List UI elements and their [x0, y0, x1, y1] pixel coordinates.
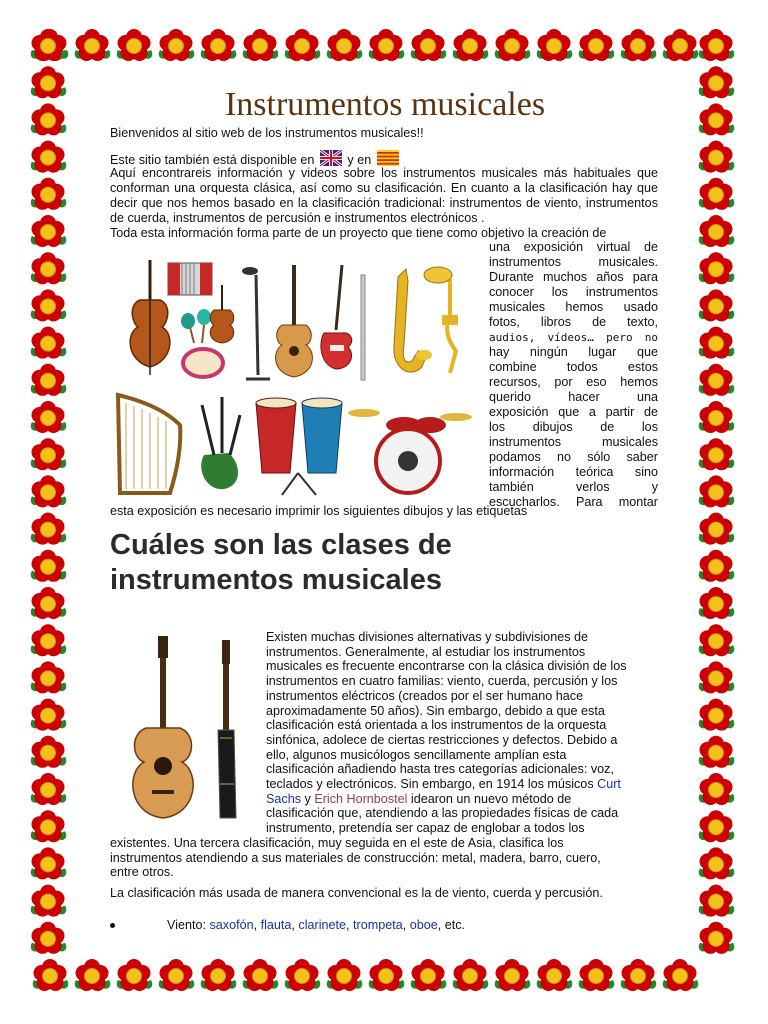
- classes-line: ello, algunos musicólogos sencillamente amplían esta: [266, 747, 567, 762]
- link-erich-hornbostel[interactable]: Erich Hornbostel: [314, 791, 408, 806]
- classes-line: Existen muchas divisiones alternativas y subdivisiones de: [266, 630, 589, 644]
- flower-icon: [699, 252, 735, 284]
- side-text-line: audios, vídeos… pero no: [489, 331, 658, 344]
- link-trompeta[interactable]: trompeta: [353, 918, 403, 932]
- flower-icon: [31, 364, 67, 396]
- flute-icon: [361, 275, 365, 380]
- flower-icon: [699, 773, 735, 805]
- microphone-icon: [242, 267, 270, 379]
- drum-kit-icon: [348, 409, 472, 493]
- flower-icon: [285, 29, 321, 61]
- flower-icon: [699, 661, 735, 693]
- after-links-text: idearon un nuevo método de: [407, 791, 572, 806]
- link-sachs[interactable]: Sachs: [266, 791, 302, 806]
- flower-icon: [699, 66, 735, 98]
- wide-line: existentes. Una tercera clasificación, muy seguida en el este de Asia, clasifica los: [110, 836, 564, 850]
- flower-icon: [31, 103, 67, 135]
- flower-icon: [699, 550, 735, 582]
- classes-line: [266, 792, 571, 807]
- side-text-line: hay ningún lugar que: [489, 345, 658, 359]
- flower-icon: [663, 29, 699, 61]
- bullet-end: , etc.: [437, 918, 466, 932]
- flower-icon: [699, 289, 735, 321]
- flower-icon: [699, 327, 735, 359]
- classical-guitar-icon: [133, 636, 193, 818]
- side-text-line: conocer los instrumentos: [489, 285, 658, 299]
- guitars-illustration: [122, 634, 252, 824]
- flower-icon: [699, 847, 735, 879]
- flower-icon: [31, 438, 67, 470]
- side-text-line: los dibujos de los: [489, 420, 658, 434]
- flower-icon: [699, 215, 735, 247]
- intro-paragraph: Aquí encontrareis información y videos sobre los instrumentos musicales más habituales que conforman una orquesta clásica, así como su clasificación. En cuanto a la clasificación hay que decir que nos hemos basado en la clasificación tradicional: instrumentos de viento, instrumentos de cuerda, instrumentos de percusión e instrumentos electrónicos .: [110, 166, 658, 225]
- flower-icon: [411, 29, 447, 61]
- classes-line: teclados y electrónicos. Sin embargo, en 1914 los músicos Curt: [266, 777, 621, 791]
- side-text-line: instrumentos musicales.: [489, 255, 658, 269]
- classes-line: sinfónica, adolece de ciertas restricciones y defectos. Debido a: [266, 732, 618, 747]
- side-text-line: instrumentos musicales: [489, 435, 658, 449]
- flower-icon: [159, 29, 195, 61]
- flower-icon: [31, 885, 67, 917]
- flower-icon: [117, 959, 153, 991]
- flower-icon: [537, 29, 573, 61]
- flower-icon: [621, 29, 657, 61]
- flower-icon: [663, 959, 699, 991]
- bullet-label: Viento:: [167, 918, 206, 932]
- comma: ,: [291, 918, 299, 932]
- flower-icon: [31, 773, 67, 805]
- uk-flag-icon[interactable]: [320, 150, 342, 166]
- flower-icon: [31, 29, 67, 61]
- comma: ,: [346, 918, 354, 932]
- flower-icon: [31, 289, 67, 321]
- bagpipes-icon: [201, 397, 240, 489]
- flower-icon: [33, 959, 69, 991]
- flower-icon: [159, 959, 195, 991]
- flower-icon: [243, 959, 279, 991]
- flower-icon: [285, 959, 321, 991]
- classes-paragraph-2: clasificación que, atendiendo a las propiedades físicas de cada instrumento, pretendía ser capaz de englobar a todos los: [266, 806, 619, 835]
- flower-icon: [31, 587, 67, 619]
- flower-icon: [699, 922, 735, 954]
- flower-icon: [699, 475, 735, 507]
- flower-icon: [699, 178, 735, 210]
- classes-line: instrumentos. Generalmente, al estudiar los instrumentos: [266, 644, 586, 659]
- flower-icon: [699, 29, 735, 61]
- flower-icon: [699, 810, 735, 842]
- flower-icon: [31, 624, 67, 656]
- flower-icon: [699, 438, 735, 470]
- classes-line: instrumentos en cuatro familias: viento, cuerda, percusión y los: [266, 674, 618, 689]
- link-saxofn[interactable]: saxofón: [209, 918, 254, 932]
- link-oboe[interactable]: oboe: [409, 918, 438, 932]
- welcome-text: Bienvenidos al sitio web de los instrumentos musicales!!: [110, 126, 424, 140]
- classes-line: clasificación añadiendo hasta tres categorías adicionales: voz,: [266, 762, 614, 777]
- maracas-icon: [181, 309, 211, 343]
- flower-icon: [495, 29, 531, 61]
- accordion-icon: [168, 263, 212, 295]
- available-prefix: Este sitio también está disponible en: [110, 153, 315, 167]
- flower-icon: [537, 959, 573, 991]
- flower-icon: [201, 959, 237, 991]
- comma: ,: [402, 918, 410, 932]
- word-y: y: [301, 791, 315, 806]
- flower-icon: [453, 959, 489, 991]
- classes-line: aproximadamente 50 años). Sin embargo, debido a que esta: [266, 703, 605, 718]
- flower-icon: [699, 624, 735, 656]
- flower-icon: [699, 699, 735, 731]
- side-text-line: también verlos y: [489, 480, 658, 494]
- link-curt-sachs[interactable]: Curt: [593, 777, 621, 791]
- flower-icon: [117, 29, 153, 61]
- flower-icon: [453, 29, 489, 61]
- flower-icon: [699, 736, 735, 768]
- side-text-line: escucharlos. Para montar: [489, 495, 658, 509]
- side-text-line: una exposición virtual de: [489, 240, 658, 254]
- flower-icon: [201, 29, 237, 61]
- closing-line: esta exposición es necesario imprimir los siguientes dibujos y las etiquetas: [110, 504, 528, 518]
- guitar-side-view-icon: [218, 640, 236, 818]
- flower-icon: [31, 327, 67, 359]
- violin-icon: [210, 285, 234, 343]
- flower-icon: [31, 847, 67, 879]
- flower-icon: [31, 513, 67, 545]
- classes-line: musicales es frecuente encontrarse con la clásica división de los: [266, 659, 627, 674]
- catalan-flag-icon[interactable]: [377, 150, 399, 166]
- instruments-collage: [110, 255, 480, 500]
- flower-icon: [31, 401, 67, 433]
- bullet-links: [209, 918, 437, 932]
- flower-icon: [31, 215, 67, 247]
- tambourine-icon: [183, 349, 223, 377]
- project-line: Toda esta información forma parte de un proyecto que tiene como objetivo la creación de: [110, 226, 607, 240]
- cello-icon: [130, 260, 170, 375]
- common-classification-text: La clasificación más usada de manera convencional es la de viento, cuerda y percusión.: [110, 886, 603, 900]
- link-flauta[interactable]: flauta: [260, 918, 292, 932]
- flower-icon: [75, 29, 111, 61]
- flower-icon: [31, 736, 67, 768]
- side-text-line: información teórica sino: [489, 465, 658, 479]
- flower-icon: [31, 550, 67, 582]
- wide-line: entre otros.: [110, 865, 174, 880]
- flower-icon: [579, 29, 615, 61]
- flower-icon: [369, 29, 405, 61]
- flower-icon: [699, 141, 735, 173]
- flower-icon: [31, 810, 67, 842]
- side-text-line: musicales hemos usado: [489, 300, 658, 314]
- available-and: y en: [347, 153, 372, 167]
- flower-icon: [31, 475, 67, 507]
- flower-icon: [31, 661, 67, 693]
- side-text-line: recursos, por eso hemos: [489, 375, 658, 389]
- side-text-line: combine todos estos: [489, 360, 658, 374]
- flower-icon: [699, 587, 735, 619]
- flower-icon: [31, 252, 67, 284]
- flower-icon: [75, 959, 111, 991]
- wide-line: instrumentos atendiendo a sus materiales de construcción: metal, madera, barro, cuero,: [110, 850, 601, 865]
- page-title: Instrumentos musicales: [224, 86, 546, 123]
- classes-line: instrumentos eléctricos (creados por el ser humano hace: [266, 688, 584, 703]
- bullet-viento: [110, 918, 465, 932]
- flower-icon: [699, 364, 735, 396]
- flower-icon: [31, 178, 67, 210]
- flower-icon: [369, 959, 405, 991]
- side-text-line: podamos no sólo saber: [489, 450, 658, 464]
- flower-icon: [411, 959, 447, 991]
- flower-icon: [327, 29, 363, 61]
- flower-icon: [621, 959, 657, 991]
- electric-guitar-icon: [321, 265, 352, 369]
- flower-icon: [31, 922, 67, 954]
- saxophone-icon: [394, 269, 432, 372]
- flower-icon: [495, 959, 531, 991]
- conga-drums-icon: [256, 398, 342, 495]
- side-text-line: exposición que a partir de: [489, 405, 658, 419]
- link-clarinete[interactable]: clarinete: [298, 918, 347, 932]
- classes-line: clasificación está orientada a los instrumentos de la orquesta: [266, 718, 607, 733]
- harp-icon: [118, 395, 180, 493]
- flower-icon: [699, 401, 735, 433]
- flower-icon: [327, 959, 363, 991]
- flower-icon: [699, 885, 735, 917]
- side-text-line: Durante muchos años para: [489, 270, 658, 284]
- flower-icon: [243, 29, 279, 61]
- section-heading: Cuáles son las clases de instrumentos musicales: [110, 529, 452, 596]
- flower-icon: [31, 699, 67, 731]
- flower-icon: [579, 959, 615, 991]
- side-text-line: fotos, libros de texto,: [489, 315, 658, 329]
- bullet-dot: [110, 923, 115, 928]
- flower-icon: [31, 66, 67, 98]
- flower-icon: [699, 103, 735, 135]
- side-text-line: querido hacer una: [489, 390, 658, 404]
- flower-icon: [31, 141, 67, 173]
- acoustic-guitar-icon: [276, 265, 313, 377]
- flower-icon: [699, 513, 735, 545]
- comma: ,: [253, 918, 261, 932]
